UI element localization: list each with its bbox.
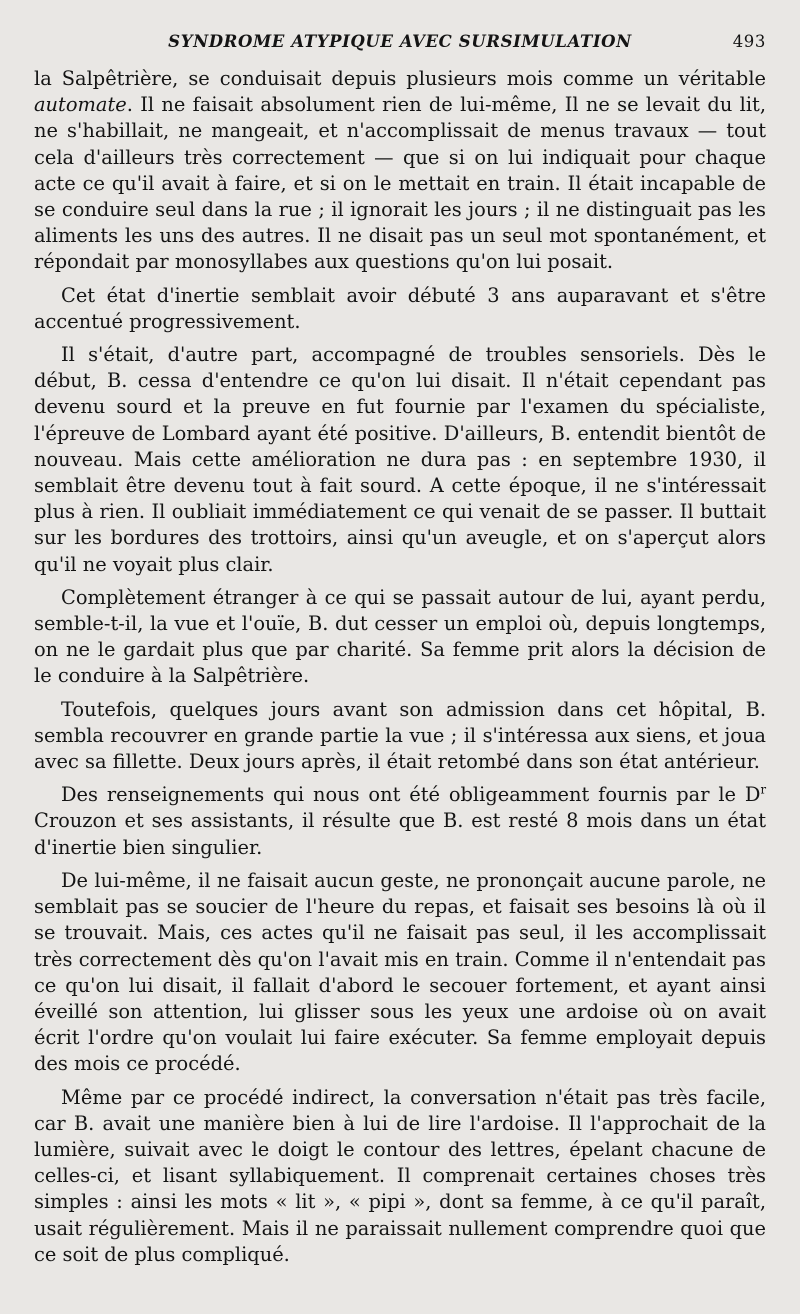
emphasis: automate [34, 93, 127, 117]
paragraph: Complètement étranger à ce qui se passait autour de lui, ayant perdu, semble-t-il, la vue et l'ouïe, B. dut cesser un emploi où, depuis longtemps, on ne le gardait plus que par charité. Sa femme prit alors la décision de le conduire à la Salpêtrière. [34, 585, 766, 688]
page-header [34, 24, 766, 66]
page-number: 493 [732, 32, 766, 51]
paragraph: Cet état d'inertie semblait avoir débuté 3 ans auparavant et s'être accentué progressivement. [34, 283, 766, 333]
paragraph: Toutefois, quelques jours avant son admission dans cet hôpital, B. sembla recouvrer en grande partie la vue ; il s'intéressa aux siens, et joua avec sa fillette. Deux jours après, il était retombé dans son état antérieur. [34, 697, 766, 774]
paragraph: De lui-même, il ne faisait aucun geste, ne prononçait aucune parole, ne semblait pas se soucier de l'heure du repas, et faisait ses besoins là où il se trouvait. Mais, ces actes qu'il ne faisait pas seul, il les accomplissait très correctement dès qu'on l'avait mis en train. Comme il n'entendait pas ce qu'on lui disait, il fallait d'abord le secouer fortement, et ayant ainsi éveillé son attention, lui glisser sous les yeux une ardoise où on avait écrit l'ordre qu'on voulait lui faire exécuter. Sa femme employait depuis des mois ce procédé. [34, 868, 766, 1076]
body-text [34, 66, 766, 1268]
paragraph [34, 66, 766, 276]
superscript: r [760, 782, 766, 797]
paragraph [34, 782, 766, 861]
paragraph: Même par ce procédé indirect, la conversation n'était pas très facile, car B. avait une manière bien à lui de lire l'ardoise. Il l'approchait de la lumière, suivait avec le doigt le contour des lettres, épelant chacune de celles-ci, et lisant syllabiquement. Il comprenait certaines choses très simples : ainsi les mots « lit », « pipi », dont sa femme, à ce qu'il paraît, usait régulièrement. Mais il ne paraissait nullement comprendre quoi que ce soit de plus compliqué. [34, 1085, 766, 1266]
paragraph-text: la Salpêtrière, se conduisait depuis plusieurs mois comme un véritable [34, 67, 766, 90]
paragraph-text: . Il ne faisait absolument rien de lui-même, Il ne se levait du lit, ne s'habillait, ne mangeait, et n'accomplissait de menus travaux — tout cela d'ailleurs très correctement — que si on lui indiquait pour chaque acte ce qu'il avait à faire, et si on le mettait en train. Il était incapable de se conduire seul dans la rue ; il ignorait les jours ; il ne distinguait pas les aliments les uns des autres. Il ne disait pas un seul mot spontanément, et répondait par monosyllabes aux questions qu'on lui posait. [34, 93, 766, 274]
paragraph-text: Crouzon et ses assistants, il résulte que B. est resté 8 mois dans un état d'inertie bien singulier. [34, 809, 766, 859]
paragraph-text: Des renseignements qui nous ont été obligeamment fournis par le D [61, 783, 761, 807]
paragraph: Il s'était, d'autre part, accompagné de troubles sensoriels. Dès le début, B. cessa d'entendre ce qu'on lui disait. Il n'était cependant pas devenu sourd et la preuve en fut fournie par l'examen du spécialiste, l'épreuve de Lombard ayant été positive. D'ailleurs, B. entendit bientôt de nouveau. Mais cette amélioration ne dura pas : en septembre 1930, il semblait être devenu tout à fait sourd. A cette époque, il ne s'intéressait plus à rien. Il oubliait immédiatement ce qui venait de se passer. Il buttait sur les bordures des trottoirs, ainsi qu'un aveugle, et on s'aperçut alors qu'il ne voyait plus clair. [34, 343, 766, 576]
running-title: SYNDROME ATYPIQUE AVEC SURSIMULATION [168, 32, 632, 51]
